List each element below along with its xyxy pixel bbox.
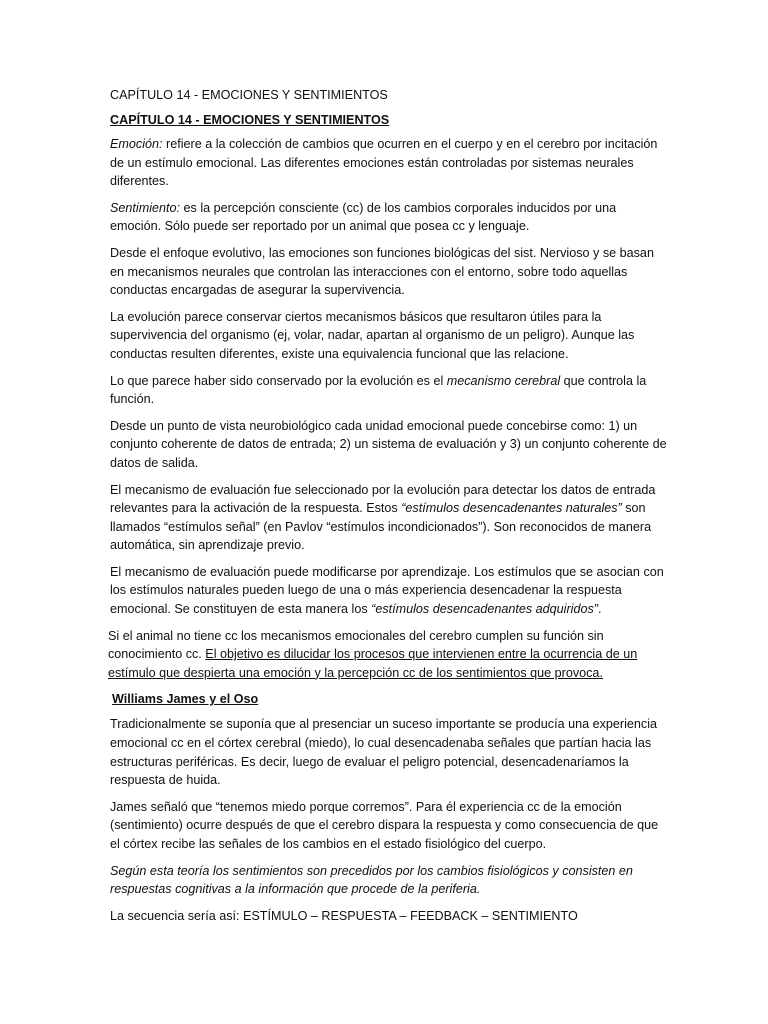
paragraph-enfoque-evolutivo: Desde el enfoque evolutivo, las emociones son funciones biológicas del sist. Nervioso y se basan en mecanismos neurales que controlan las interacciones con el entorno, sobre todo aquellas conductas encargadas de asegurar la supervivencia.	[110, 245, 654, 298]
paragraph-unidad-emocional: Desde un punto de vista neurobiológico cada unidad emocional puede concebirse como: 1) un conjunto coherente de datos de entrada; 2) un sistema de evaluación y 3) un conjunto coherente de datos de salida.	[110, 418, 667, 470]
text-run: El mecanismo de evaluación puede modificarse por aprendizaje. Los estímulos que se asocian con los estímulos naturales pueden luego de una o más experiencia desencadenar la respuesta emocional. Se constituyen de esta manera los	[110, 564, 664, 617]
paragraph-secuencia: La secuencia sería así: ESTÍMULO – RESPUESTA – FEEDBACK – SENTIMIENTO	[110, 908, 578, 923]
text-run: El mecanismo de evaluación fue seleccionado por la evolución para detectar los datos de entrada relevantes para la activación de la respuesta. Estos	[110, 482, 656, 516]
term-estimulos-naturales: “estímulos desencadenantes naturales”	[401, 501, 622, 516]
paragraph-mecanismo-cerebral	[110, 372, 668, 409]
term-mecanismo-cerebral: mecanismo cerebral	[446, 373, 561, 388]
paragraph-evolucion: La evolución parece conservar ciertos mecanismos básicos que resultaron útiles para la supervivencia del organismo (ej, volar, nadar, apartan al organismo de un peligro). Aunque las conductas resulten diferentes, existe una equivalencia funcional que las relacione.	[110, 309, 635, 361]
chapter-title-underlined: CAPÍTULO 14 - EMOCIONES Y SENTIMIENTOS	[110, 113, 390, 127]
paragraph-estimulos-adquiridos	[110, 563, 668, 619]
paragraph-tradicionalmente: Tradicionalmente se suponía que al presenciar un suceso importante se producía una experiencia emocional cc en el córtex cerebral (miedo), lo cual desencadenaba señales que partían hacia las estructuras periféricas. Es decir, luego de evaluar el peligro potencial, desencadenaríamos la respuesta de huida.	[110, 717, 657, 788]
definition-emocion: refiere a la colección de cambios que ocurren en el cuerpo y en el cerebro por incitación de un estímulo emocional. Las diferentes emociones están controladas por sistemas neurales diferentes.	[110, 137, 658, 189]
text-run: Lo que parece haber sido conservado por la evolución es el	[110, 373, 447, 388]
term-emocion: Emoción:	[110, 137, 163, 151]
paragraph-estimulos-naturales	[110, 481, 668, 555]
text-run: Si el animal no tiene cc los mecanismos emocionales del cerebro cumplen su función sin conocimiento cc.	[108, 628, 604, 662]
term-sentimiento: Sentimiento:	[110, 200, 181, 215]
chapter-title: CAPÍTULO 14 - EMOCIONES Y SENTIMIENTOS	[110, 88, 388, 102]
objetivo-underlined: El objetivo es dilucidar los procesos que intervienen entre la ocurrencia de un estímulo que despierta una emoción y la percepción cc de los sentimientos que provoca.	[108, 647, 638, 680]
paragraph-emocion	[110, 135, 668, 191]
definition-sentimiento: es la percepción consciente (cc) de los cambios corporales inducidos por una emoción. Sólo puede ser reportado por un animal que posea cc y lenguaje.	[110, 200, 617, 234]
text-run: que controla la función.	[110, 373, 647, 407]
paragraph-teoria: Según esta teoría los sentimientos son precedidos por los cambios fisiológicos y consisten en respuestas cognitivas a la información que procede de la periferia.	[110, 863, 633, 897]
text-run: son llamados “estímulos señal” (en Pavlov “estímulos incondicionados”). Son reconocidos de manera automática, sin aprendizaje previo.	[110, 501, 652, 553]
text-run: .	[597, 602, 602, 617]
section-title-james: Williams James y el Oso	[112, 692, 259, 707]
paragraph-objetivo	[108, 627, 668, 683]
paragraph-james: James señaló que “tenemos miedo porque corremos”. Para él experiencia cc de la emoción (sentimiento) ocurre después de que el cerebro dispara la respuesta y como consecuencia de que el córtex recibe las señales de los cambios en el estado fisiológico del cuerpo.	[110, 799, 659, 851]
paragraph-sentimiento	[110, 199, 668, 236]
term-estimulos-adquiridos: “estímulos desencadenantes adquiridos”	[371, 602, 598, 617]
